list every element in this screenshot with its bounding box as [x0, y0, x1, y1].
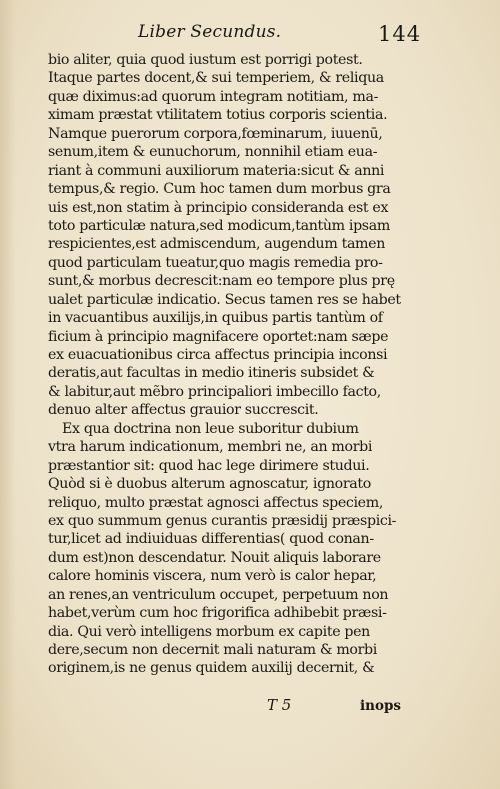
page-header	[0, 20, 500, 50]
text-line: præstantior sit: quod hac lege dirimere studui.	[48, 457, 370, 474]
text-line: senum,item & eunuchorum, nonnihil etiam eua-	[48, 144, 378, 161]
text-line: an renes,an ventriculum occupet, perpetuum non	[48, 586, 389, 603]
text-line: calore hominis viscera, num verò is calor hepar,	[48, 568, 377, 585]
gutter-shadow	[0, 0, 16, 789]
text-line: riant à communi auxiliorum materia:sicut & anni	[48, 162, 385, 179]
text-line: respicientes,est admiscendum, augendum tamen	[48, 236, 385, 253]
text-line: quod particulam tueatur,quo magis remedia pro-	[48, 254, 383, 271]
text-line: dia. Qui verò intelligens morbum ex capite pen	[48, 623, 370, 640]
text-line: & labitur,aut mẽbro principaliori imbecillo facto,	[48, 383, 381, 400]
text-line: bio aliter, quia quod iustum est porrigi potest.	[48, 52, 363, 68]
text-line: deratis,aut facultas in medio itineris subsidet &	[48, 365, 375, 382]
text-line: ex quo summum genus curantis præsidij præspici-	[48, 512, 397, 529]
body-text	[48, 51, 410, 678]
text-line: ximam præstat vtilitatem totius corporis scientia.	[48, 107, 388, 124]
text-line: tempus,& regio. Cum hoc tamen dum morbus gra	[48, 181, 391, 198]
text-line: in vacuantibus auxilijs,in quibus partis tantùm of	[48, 310, 383, 327]
text-line: ex euacuationibus circa affectus principia inconsi	[48, 347, 388, 363]
text-line: vtra harum indicationum, membri ne, an morbi	[48, 439, 373, 456]
text-line: toto particulæ natura,sed modicum,tantùm ipsam	[48, 217, 390, 234]
text-line: ualet particulæ indicatio. Secus tamen res se habet	[48, 291, 401, 308]
text-line: reliquo, multo præstat agnosci affectus speciem,	[48, 494, 383, 511]
page-footer	[0, 696, 500, 720]
text-line: Itaque partes docent,& sui temperiem, & reliqua	[48, 70, 384, 87]
paragraph-start-line: Ex qua doctrina non leue suboritur dubium	[62, 420, 359, 437]
running-title: Liber Secundus.	[138, 22, 282, 42]
text-line: ficium à principio magnifacere oportet:nam sæpe	[48, 328, 389, 345]
text-line: Namque puerorum corpora,fœminarum, iuuenū,	[48, 125, 383, 142]
text-line: Quòd si è duobus alterum agnoscatur, ignorato	[48, 476, 371, 493]
text-line: habet,verùm cum hoc frigorifica adhibebit præsi-	[48, 605, 387, 622]
text-line: dum est)non descendatur. Nouit aliquis laborare	[48, 549, 381, 566]
text-line: tur,licet ad indiuiduas differentias( quod conan-	[48, 531, 374, 548]
signature-mark: T 5	[267, 696, 292, 714]
catchword: inops	[360, 698, 401, 714]
text-line: denuo alter affectus grauior succrescit.	[48, 402, 319, 419]
text-line: originem,is ne genus quidem auxilij decernit, &	[48, 660, 375, 677]
text-line: quæ diximus:ad quorum integram notitiam, ma-	[48, 88, 379, 105]
text-line: uis est,non statim à principio consideranda est ex	[48, 199, 389, 216]
text-line: dere,secum non decernit mali naturam & morbi	[48, 642, 377, 658]
page-number: 144	[378, 22, 422, 46]
text-line: sunt,& morbus decrescit:nam eo tempore plus prę	[48, 273, 395, 290]
